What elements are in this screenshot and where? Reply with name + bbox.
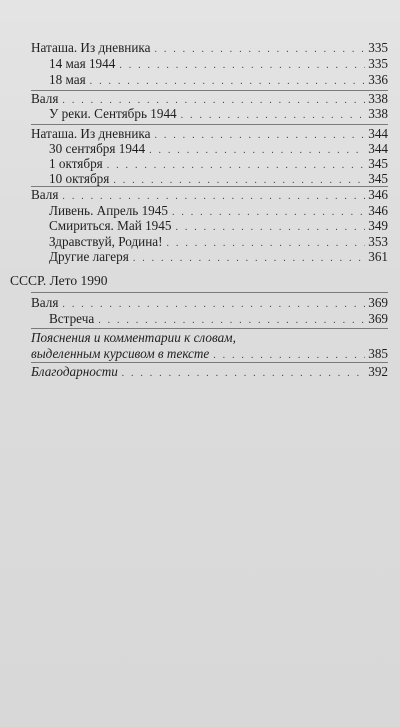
toc-entry-page: 345 [368, 156, 388, 171]
toc-entry-title: Наташа. Из дневника [31, 126, 151, 141]
toc-entry-title: Смириться. Май 1945 [49, 218, 172, 233]
toc-entry-title: Валя [31, 187, 59, 202]
toc-entry-title: 1 октября [49, 156, 103, 171]
section-divider [31, 124, 388, 125]
toc-entry-title: Здравствуй, Родина! [49, 234, 163, 249]
toc-subentry[interactable] [49, 72, 388, 90]
toc-entry-title: 18 мая [49, 72, 86, 87]
toc-entry-page: 361 [368, 249, 388, 264]
toc-entry-notes[interactable] [31, 330, 388, 364]
toc-entry-page: 349 [368, 218, 388, 233]
toc-entry-page: 336 [368, 72, 388, 87]
toc-leader-dots [122, 366, 365, 382]
toc-leader-dots [98, 313, 365, 329]
toc-entry-title: Встреча [49, 311, 95, 326]
section-divider [31, 328, 388, 329]
toc-entry-title: Валя [31, 295, 59, 310]
toc-entry-title: 30 сентября 1944 [49, 141, 146, 156]
toc-entry-page: 353 [368, 234, 388, 249]
toc-entry-page: 369 [368, 311, 388, 326]
toc-entry-page: 392 [368, 364, 388, 379]
toc-entry-page: 344 [368, 141, 388, 156]
toc-entry-page: 369 [368, 295, 388, 310]
toc-entry-page: 344 [368, 126, 388, 141]
toc-entry-page: 335 [368, 40, 388, 55]
toc-entry-title-line1: Пояснения и комментарии к словам, [31, 330, 236, 345]
toc-entry-page: 385 [368, 346, 388, 361]
toc-entry-title: Валя [31, 91, 59, 106]
toc-entry-page: 346 [368, 187, 388, 202]
toc-subentry[interactable] [49, 106, 388, 124]
toc-entry-title-line2: выделенным курсивом в тексте [31, 346, 210, 361]
toc-leader-dots [90, 74, 366, 90]
toc-entry-page: 335 [368, 56, 388, 71]
toc-entry-title: Наташа. Из дневника [31, 40, 151, 55]
toc-leader-dots [133, 251, 365, 267]
toc-entry-page: 338 [368, 91, 388, 106]
section-divider [31, 292, 388, 293]
toc-entry-page: 345 [368, 171, 388, 186]
toc-entry-title: Ливень. Апрель 1945 [49, 203, 168, 218]
part-heading: СССР. Лето 1990 [10, 273, 108, 288]
toc-leader-dots [181, 108, 366, 124]
section-divider [31, 362, 388, 363]
toc-entry-title: Другие лагеря [49, 249, 129, 264]
toc-subentry[interactable] [49, 249, 388, 267]
toc-subentry[interactable] [49, 311, 388, 329]
toc-entry-title: Благодарности [31, 364, 118, 379]
toc-entry-thanks[interactable] [31, 364, 388, 382]
toc-entry-page: 338 [368, 106, 388, 121]
toc-entry-title: У реки. Сентябрь 1944 [49, 106, 177, 121]
toc-entry-page: 346 [368, 203, 388, 218]
toc-entry-title: 10 октября [49, 171, 110, 186]
toc-entry-title: 14 мая 1944 [49, 56, 116, 71]
